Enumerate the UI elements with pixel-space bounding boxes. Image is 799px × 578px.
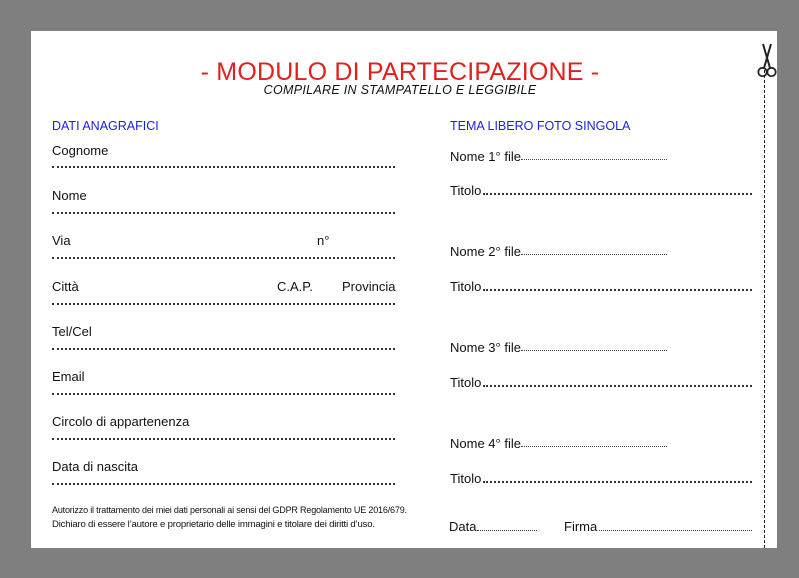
field-file-2[interactable] [521, 254, 667, 255]
field-telcel[interactable] [52, 348, 395, 350]
field-titolo-2[interactable] [483, 289, 752, 291]
field-file-1[interactable] [521, 159, 667, 160]
consent-privacy: Autorizzo il trattamento dei miei dati personali ai sensi del GDPR Regolamento UE 2016/679. [52, 505, 407, 516]
field-circolo[interactable] [52, 438, 395, 440]
field-email[interactable] [52, 393, 395, 395]
field-cognome[interactable] [52, 166, 395, 168]
section-heading-personal-data: DATI ANAGRAFICI [52, 119, 159, 133]
label-citta: Città [52, 279, 79, 294]
field-titolo-4[interactable] [483, 481, 752, 483]
form-sheet [31, 31, 777, 548]
label-file-4: Nome 4° file [450, 436, 521, 451]
form-subtitle: COMPILARE IN STAMPATELLO E LEGGIBILE [263, 83, 537, 97]
label-via: Via [52, 233, 71, 248]
field-via[interactable] [52, 257, 395, 259]
field-data-nascita[interactable] [52, 483, 395, 485]
label-cap: C.A.P. [277, 279, 313, 294]
label-file-3: Nome 3° file [450, 340, 521, 355]
label-nome: Nome [52, 188, 87, 203]
label-telcel: Tel/Cel [52, 324, 92, 339]
section-heading-photo-theme: TEMA LIBERO FOTO SINGOLA [450, 119, 631, 133]
field-titolo-1[interactable] [483, 193, 752, 195]
label-numero: n° [317, 233, 330, 248]
label-provincia: Provincia [342, 279, 396, 294]
label-titolo-2: Titolo [450, 279, 482, 294]
label-firma: Firma [564, 519, 598, 534]
field-nome[interactable] [52, 212, 395, 214]
label-titolo-3: Titolo [450, 375, 482, 390]
field-citta[interactable] [52, 303, 395, 305]
label-circolo: Circolo di appartenenza [52, 414, 190, 429]
label-data-nascita: Data di nascita [52, 459, 138, 474]
cut-line [764, 70, 765, 548]
field-titolo-3[interactable] [483, 385, 752, 387]
scissors-icon [756, 42, 778, 80]
form-title: - MODULO DI PARTECIPAZIONE - [200, 58, 600, 86]
field-firma[interactable] [599, 530, 752, 531]
field-file-4[interactable] [521, 446, 667, 447]
label-file-1: Nome 1° file [450, 149, 521, 164]
field-file-3[interactable] [521, 350, 667, 351]
consent-ownership: Dichiaro di essere l’autore e proprietario delle immagini e titolare dei diritti d’uso. [52, 518, 375, 530]
label-titolo-4: Titolo [450, 471, 482, 486]
label-cognome: Cognome [52, 143, 109, 158]
consent-text [52, 504, 432, 531]
label-data: Data [449, 519, 477, 534]
label-file-2: Nome 2° file [450, 244, 521, 259]
label-email: Email [52, 369, 85, 384]
label-titolo-1: Titolo [450, 183, 482, 198]
field-data[interactable] [477, 530, 537, 531]
